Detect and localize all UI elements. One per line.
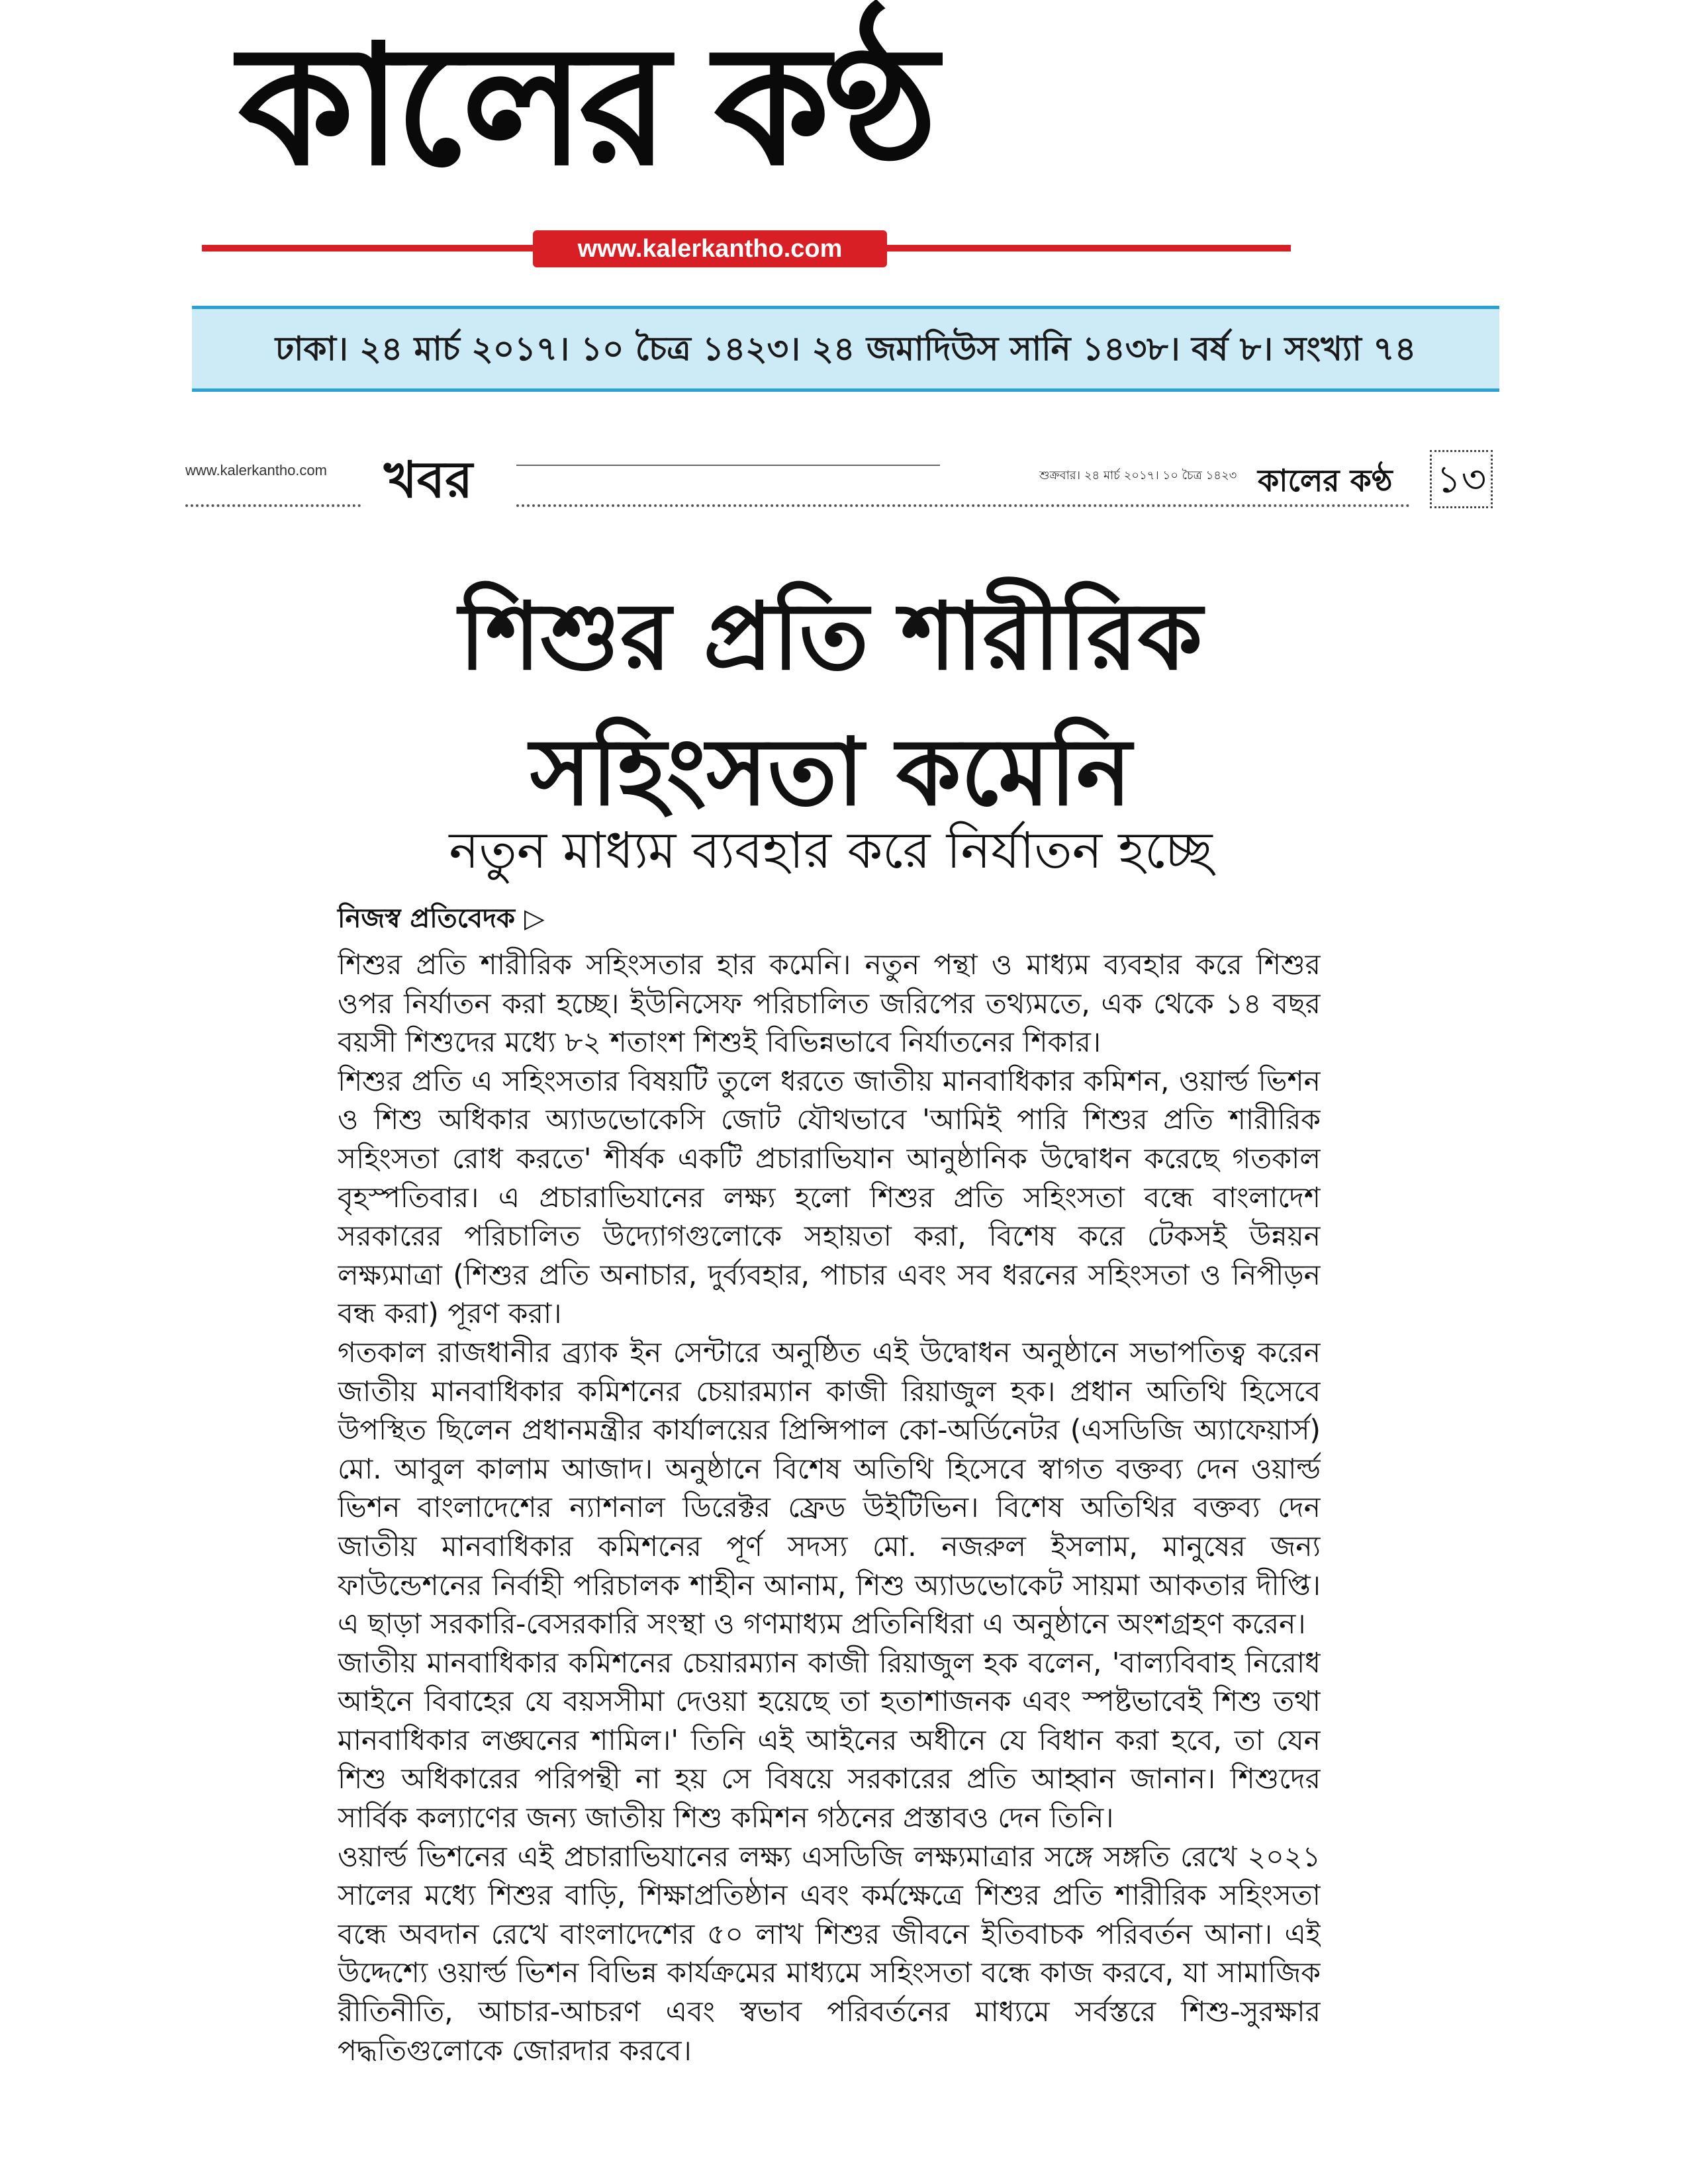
article-subheadline: নতুন মাধ্যম ব্যবহার করে নির্যাতন হচ্ছে xyxy=(449,821,1213,880)
paragraph: শিশুর প্রতি শারীরিক সহিংসতার হার কমেনি। নতুন পন্থা ও মাধ্যম ব্যবহার করে শিশুর ওপর নির্যাতন করা হচ্ছে। ইউনিসেফ পরিচালিত জরিপের তথ্যমতে, এক থেকে ১৪ বছর বয়সী শিশুদের মধ্যে ৮২ শতাংশ শিশুই বিভিন্নভাবে নির্যাতনের শিকার। xyxy=(338,949,1321,1060)
dotted-divider xyxy=(185,504,361,507)
page-header-brand: কালের কণ্ঠ xyxy=(1258,463,1393,498)
article-headline xyxy=(199,569,1463,841)
page-header-date: শুক্রবার। ২৪ মার্চ ২০১৭। ১০ চৈত্র ১৪২৩ xyxy=(1039,469,1237,482)
page-header-url: www.kalerkantho.com xyxy=(185,462,327,478)
masthead-rule-left xyxy=(202,245,533,251)
paragraph: জাতীয় মানবাধিকার কমিশনের চেয়ারম্যান কাজী রিয়াজুল হক বলেন, 'বাল্যবিবাহ নিরোধ আইনে বিবাহের যে বয়সসীমা দেওয়া হয়েছে তা হতাশাজনক এবং স্পষ্টভাবেই শিশু তথা মানবাধিকার লঙ্ঘনের শামিল।' তিনি এই আইনের অধীনে যে বিধান করা হবে, তা যেন শিশু অধিকারের পরিপন্থী না হয় সে বিষয়ে সরকারের প্রতি আহ্বান জানান। শিশুদের সার্বিক কল্যাণের জন্য জাতীয় শিশু কমিশন গঠনের প্রস্তাবও দেন তিনি। xyxy=(338,1647,1321,1835)
masthead-logo: কালের কণ্ঠ xyxy=(238,9,931,202)
masthead-url[interactable]: www.kalerkantho.com xyxy=(533,230,887,267)
headline-line-2: সহিংসতা কমেনি xyxy=(530,719,1132,827)
header-rule xyxy=(516,465,940,466)
paragraph: ওয়ার্ল্ড ভিশনের এই প্রচারাভিযানের লক্ষ্য এসডিজি লক্ষ্যমাত্রার সঙ্গে সঙ্গতি রেখে ২০২১ সালের মধ্যে শিশুর বাড়ি, শিক্ষাপ্রতিষ্ঠান এবং কর্মক্ষেত্রে শিশুর প্রতি শারীরিক সহিংসতা বন্ধে অবদান রেখে বাংলাদেশের ৫০ লাখ শিশুর জীবনে ইতিবাচক পরিবর্তন আনা। এই উদ্দেশ্যে ওয়ার্ল্ড ভিশন বিভিন্ন কার্যক্রমের মাধ্যমে সহিংসতা বন্ধে কাজ করবে, যা সামাজিক রীতিনীতি, আচার-আচরণ এবং স্বভাব পরিবর্তনের মাধ্যমে সর্বস্তরে শিশু-সুরক্ষার পদ্ধতিগুলোকে জোরদার করবে। xyxy=(338,1841,1321,2068)
byline: নিজস্ব প্রতিবেদক ▷ xyxy=(338,903,545,934)
section-name: খবর xyxy=(384,450,473,509)
masthead-rule-right xyxy=(887,245,1291,251)
headline-line-1: শিশুর প্রতি শারীরিক xyxy=(459,583,1203,691)
page-header xyxy=(185,450,1499,510)
paragraph: শিশুর প্রতি এ সহিংসতার বিষয়টি তুলে ধরতে জাতীয় মানবাধিকার কমিশন, ওয়ার্ল্ড ভিশন ও শিশু অধিকার অ্যাডভোকেসি জোট যৌথভাবে 'আমিই পারি শিশুর প্রতি শারীরিক সহিংসতা রোধ করতে' শীর্ষক একটি প্রচারাভিযান আনুষ্ঠানিক উদ্বোধন করেছে গতকাল বৃহস্পতিবার। এ প্রচারাভিযানের লক্ষ্য হলো শিশুর প্রতি সহিংসতা বন্ধে বাংলাদেশ সরকারের পরিচালিত উদ্যোগগুলোকে সহায়তা করা, বিশেষ করে টেকসই উন্নয়ন লক্ষ্যমাত্রা (শিশুর প্রতি অনাচার, দুর্ব্যবহার, পাচার এবং সব ধরনের সহিংসতা ও নিপীড়ন বন্ধ করা) পূরণ করা। xyxy=(338,1065,1321,1331)
dateline-band: ঢাকা। ২৪ মার্চ ২০১৭। ১০ চৈত্র ১৪২৩। ২৪ জমাদিউস সানি ১৪৩৮। বর্ষ ৮। সংখ্যা ৭৪ xyxy=(192,306,1499,392)
article-body xyxy=(338,946,1321,2177)
paragraph: গতকাল রাজধানীর ব্র্যাক ইন সেন্টারে অনুষ্ঠিত এই উদ্বোধন অনুষ্ঠানে সভাপতিত্ব করেন জাতীয় মানবাধিকার কমিশনের চেয়ারম্যান কাজী রিয়াজুল হক। প্রধান অতিথি হিসেবে উপস্থিত ছিলেন প্রধানমন্ত্রীর কার্যালয়ের প্রিন্সিপাল কো-অর্ডিনেটর (এসডিজি অ্যাফেয়ার্স) মো. আবুল কালাম আজাদ। অনুষ্ঠানে বিশেষ অতিথি হিসেবে স্বাগত বক্তব্য দেন ওয়ার্ল্ড ভিশন বাংলাদেশের ন্যাশনাল ডিরেক্টর ফ্রেড উইটিভিন। বিশেষ অতিথির বক্তব্য দেন জাতীয় মানবাধিকার কমিশনের পূর্ণ সদস্য মো. নজরুল ইসলাম, মানুষের জন্য ফাউন্ডেশনের নির্বাহী পরিচালক শাহীন আনাম, শিশু অ্যাডভোকেট সায়মা আকতার দীপ্তি। এ ছাড়া সরকারি-বেসরকারি সংস্থা ও গণমাধ্যম প্রতিনিধিরা এ অনুষ্ঠানে অংশগ্রহণ করেন। xyxy=(338,1336,1321,1641)
page-number: ১৩ xyxy=(1430,450,1493,508)
